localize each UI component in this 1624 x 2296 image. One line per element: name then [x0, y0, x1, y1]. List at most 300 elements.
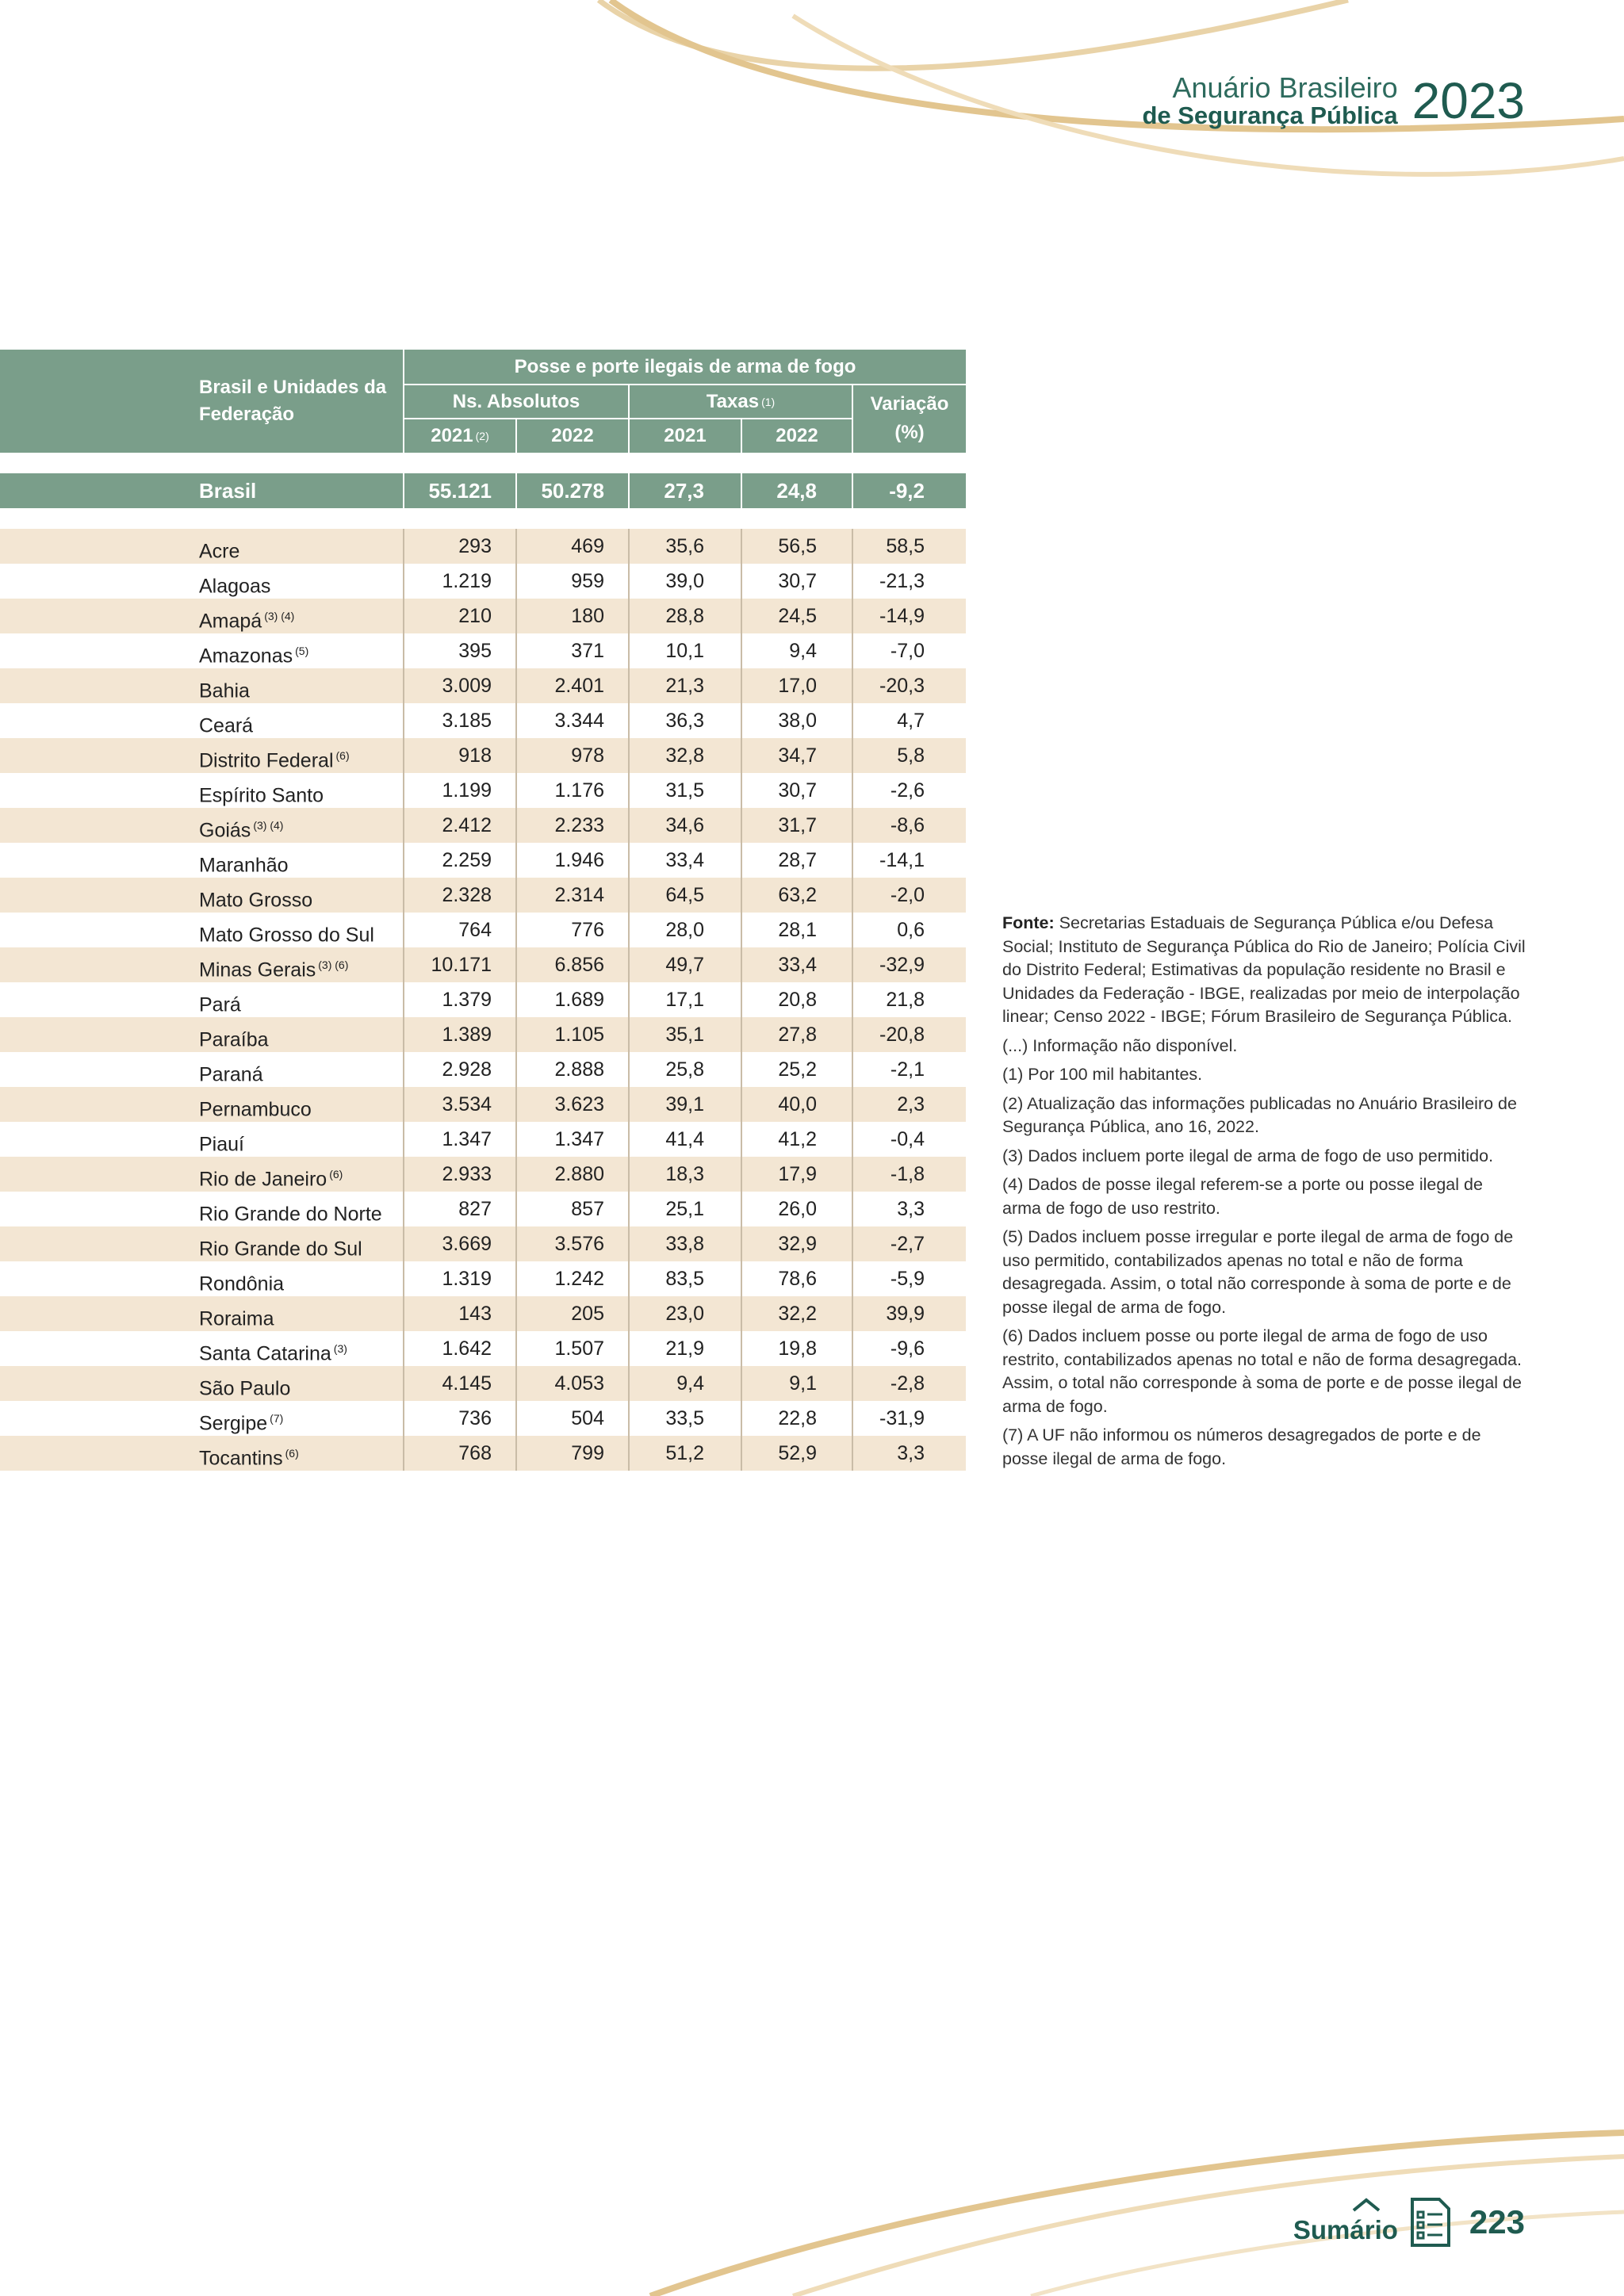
- header-taxas-sup: (1): [761, 395, 776, 408]
- column-divider: [852, 1331, 853, 1366]
- cell-tax-2022: 9,1: [789, 1372, 817, 1395]
- column-divider: [628, 1052, 630, 1087]
- column-divider: [741, 633, 742, 668]
- uf-name-text: Alagoas: [199, 575, 271, 598]
- cell-abs-2021: 1.347: [442, 1128, 492, 1150]
- cell-tax-2022: 31,7: [778, 814, 817, 836]
- cell-variacao: -2,6: [890, 779, 925, 802]
- cell-tax-2021: 33,5: [665, 1407, 704, 1429]
- table-row: [0, 668, 966, 703]
- column-divider: [852, 529, 853, 564]
- table-row: [0, 878, 966, 913]
- column-divider: [852, 633, 853, 668]
- brasil-variacao: -9,2: [889, 479, 925, 503]
- uf-name: [199, 1087, 314, 1122]
- document-list-icon[interactable]: [1409, 2196, 1452, 2248]
- uf-name: [199, 1366, 293, 1401]
- cell-tax-2022: 20,8: [778, 989, 817, 1011]
- column-divider: [628, 1017, 630, 1052]
- column-divider: [515, 1226, 517, 1261]
- cell-abs-2021: 395: [458, 640, 492, 662]
- header-abs-2021: [404, 419, 515, 453]
- cell-variacao: 0,6: [897, 919, 925, 941]
- brand-line-2: de Segurança Pública: [1142, 101, 1398, 129]
- cell-tax-2022: 30,7: [778, 779, 817, 802]
- uf-name: [199, 878, 315, 913]
- column-divider: [741, 913, 742, 947]
- column-divider: [852, 599, 853, 633]
- column-divider: [741, 1157, 742, 1192]
- uf-footnote-ref: (6): [285, 1447, 299, 1460]
- brand-text: [1142, 73, 1397, 128]
- source-note: [1002, 912, 1526, 1029]
- table-row-brasil: [0, 473, 966, 508]
- column-divider: [852, 913, 853, 947]
- column-divider: [852, 808, 853, 843]
- column-divider: [852, 1087, 853, 1122]
- cell-variacao: -14,9: [879, 605, 925, 627]
- cell-tax-2021: 41,4: [665, 1128, 704, 1150]
- cell-variacao: -31,9: [879, 1407, 925, 1429]
- cell-tax-2021: 49,7: [665, 954, 704, 976]
- cell-abs-2021: 10.171: [431, 954, 492, 976]
- cell-abs-2021: 4.145: [442, 1372, 492, 1395]
- column-divider: [403, 599, 404, 633]
- table-row: [0, 773, 966, 808]
- cell-abs-2022: 1.507: [554, 1337, 604, 1360]
- column-divider: [515, 1401, 517, 1436]
- source-label: Fonte:: [1002, 913, 1055, 932]
- column-divider: [515, 564, 517, 599]
- uf-name-text: Bahia: [199, 679, 250, 702]
- cell-abs-2021: 3.534: [442, 1093, 492, 1115]
- brasil-name: Brasil: [199, 479, 257, 503]
- cell-abs-2021: 1.389: [442, 1024, 492, 1046]
- cell-abs-2021: 736: [458, 1407, 492, 1429]
- column-divider: [628, 1366, 630, 1401]
- uf-name-text: Sergipe: [199, 1412, 268, 1435]
- cell-variacao: -2,8: [890, 1372, 925, 1395]
- column-divider: [852, 1366, 853, 1401]
- cell-abs-2022: 776: [571, 919, 604, 941]
- footnote-item: (...) Informação não disponível.: [1002, 1035, 1238, 1055]
- table-row: [0, 633, 966, 668]
- cell-tax-2021: 9,4: [676, 1372, 704, 1395]
- table-row: [0, 1122, 966, 1157]
- column-divider: [515, 878, 517, 913]
- column-divider: [515, 1017, 517, 1052]
- uf-footnote-ref: (6): [335, 749, 350, 762]
- cell-abs-2021: 768: [458, 1442, 492, 1464]
- table-row: [0, 1192, 966, 1226]
- table-row: [0, 738, 966, 773]
- column-divider: [403, 529, 404, 564]
- cell-abs-2021: 2.328: [442, 884, 492, 906]
- column-divider: [403, 1122, 404, 1157]
- uf-footnote-ref: (6): [329, 1168, 343, 1181]
- column-divider: [852, 843, 853, 878]
- cell-variacao: 3,3: [897, 1442, 925, 1464]
- column-divider: [852, 1192, 853, 1226]
- page-footer: [1293, 2196, 1525, 2248]
- cell-abs-2022: 959: [571, 570, 604, 592]
- cell-tax-2022: 63,2: [778, 884, 817, 906]
- uf-name: [199, 1331, 347, 1366]
- header-variacao: Variação (%): [870, 393, 949, 443]
- column-divider: [515, 773, 517, 808]
- column-divider: [741, 564, 742, 599]
- column-divider: [515, 982, 517, 1017]
- column-divider: [628, 773, 630, 808]
- uf-name: [199, 738, 350, 773]
- cell-abs-2022: 2.401: [554, 675, 604, 697]
- column-divider: [628, 599, 630, 633]
- cell-tax-2022: 22,8: [778, 1407, 817, 1429]
- uf-name: [199, 982, 243, 1017]
- column-divider: [515, 1192, 517, 1226]
- column-divider: [741, 738, 742, 773]
- column-divider: [403, 473, 404, 508]
- cell-abs-2021: 1.642: [442, 1337, 492, 1360]
- cell-tax-2021: 28,8: [665, 605, 704, 627]
- cell-abs-2021: 827: [458, 1198, 492, 1220]
- cell-tax-2022: 32,9: [778, 1233, 817, 1255]
- column-divider: [515, 738, 517, 773]
- column-divider: [515, 1331, 517, 1366]
- column-divider: [852, 947, 853, 982]
- cell-tax-2021: 83,5: [665, 1268, 704, 1290]
- uf-name: [199, 1017, 271, 1052]
- brasil-tax-2022: 24,8: [776, 479, 817, 503]
- table-row: [0, 529, 966, 564]
- cell-variacao: -2,1: [890, 1058, 925, 1081]
- column-divider: [628, 1226, 630, 1261]
- uf-name-text: Santa Catarina: [199, 1342, 331, 1365]
- cell-abs-2022: 504: [571, 1407, 604, 1429]
- cell-tax-2022: 9,4: [789, 640, 817, 662]
- column-divider: [515, 808, 517, 843]
- cell-variacao: -1,8: [890, 1163, 925, 1185]
- column-divider: [515, 1157, 517, 1192]
- column-divider: [741, 947, 742, 982]
- column-divider: [852, 738, 853, 773]
- column-divider: [515, 843, 517, 878]
- column-divider: [515, 1436, 517, 1471]
- cell-variacao: -2,7: [890, 1233, 925, 1255]
- column-divider: [403, 947, 404, 982]
- uf-name-text: São Paulo: [199, 1377, 291, 1400]
- uf-name: [199, 1192, 385, 1226]
- column-divider: [741, 1017, 742, 1052]
- column-divider: [403, 1226, 404, 1261]
- cell-abs-2022: 2.233: [554, 814, 604, 836]
- column-divider: [403, 1157, 404, 1192]
- cell-variacao: 39,9: [886, 1303, 925, 1325]
- column-divider: [852, 1436, 853, 1471]
- column-divider: [515, 633, 517, 668]
- column-divider: [741, 1296, 742, 1331]
- uf-name: [199, 1052, 266, 1087]
- cell-tax-2022: 41,2: [778, 1128, 817, 1150]
- uf-name-text: Ceará: [199, 714, 254, 737]
- column-divider: [403, 808, 404, 843]
- uf-name: [199, 1401, 283, 1436]
- cell-tax-2021: 64,5: [665, 884, 704, 906]
- cell-abs-2021: 764: [458, 919, 492, 941]
- header-divider: [403, 350, 404, 453]
- column-divider: [403, 773, 404, 808]
- uf-footnote-ref: (3) (4): [264, 610, 295, 622]
- table-row: [0, 599, 966, 633]
- uf-name: [199, 1261, 286, 1296]
- cell-abs-2022: 799: [571, 1442, 604, 1464]
- column-divider: [741, 878, 742, 913]
- uf-name: [199, 668, 252, 703]
- uf-name-text: Paraíba: [199, 1028, 269, 1051]
- table-row: [0, 703, 966, 738]
- cell-variacao: 3,3: [897, 1198, 925, 1220]
- table-row: [0, 1296, 966, 1331]
- cell-tax-2022: 17,0: [778, 675, 817, 697]
- cell-tax-2021: 18,3: [665, 1163, 704, 1185]
- header-region: Brasil e Unidades da Federação: [199, 377, 387, 425]
- column-divider: [741, 1087, 742, 1122]
- cell-tax-2021: 34,6: [665, 814, 704, 836]
- footnote-item: (6) Dados incluem posse ou porte ilegal de arma de fogo de uso restrito, contabilizados apenas no total e não de forma desagregada. Assim, o total não corresponde à soma de porte e de posse ilegal de arma de fogo.: [1002, 1326, 1522, 1416]
- cell-abs-2021: 3.009: [442, 675, 492, 697]
- cell-abs-2022: 469: [571, 535, 604, 557]
- column-divider: [741, 473, 742, 508]
- cell-tax-2021: 28,0: [665, 919, 704, 941]
- header-divider: [741, 419, 742, 453]
- header-abs-2022: 2022: [551, 424, 594, 446]
- brand-line-1: Anuário Brasileiro: [1172, 71, 1398, 104]
- uf-name: [199, 1122, 247, 1157]
- brand-year: 2023: [1411, 72, 1525, 129]
- column-divider: [852, 1226, 853, 1261]
- cell-abs-2022: 3.344: [554, 710, 604, 732]
- uf-name-text: Acre: [199, 540, 240, 563]
- cell-variacao: -9,6: [890, 1337, 925, 1360]
- column-divider: [403, 913, 404, 947]
- table-row: [0, 1052, 966, 1087]
- cell-abs-2022: 2.888: [554, 1058, 604, 1081]
- cell-tax-2022: 17,9: [778, 1163, 817, 1185]
- cell-tax-2022: 26,0: [778, 1198, 817, 1220]
- cell-tax-2022: 34,7: [778, 744, 817, 767]
- cell-tax-2022: 40,0: [778, 1093, 817, 1115]
- footnote-item: (1) Por 100 mil habitantes.: [1002, 1065, 1203, 1084]
- column-divider: [403, 843, 404, 878]
- column-divider: [852, 773, 853, 808]
- column-divider: [741, 1401, 742, 1436]
- column-divider: [741, 668, 742, 703]
- column-divider: [741, 982, 742, 1017]
- uf-name: [199, 529, 242, 564]
- column-divider: [741, 773, 742, 808]
- cell-abs-2021: 210: [458, 605, 492, 627]
- column-divider: [628, 1122, 630, 1157]
- column-divider: [852, 1157, 853, 1192]
- column-divider: [852, 1261, 853, 1296]
- cell-abs-2021: 3.185: [442, 710, 492, 732]
- table-row: [0, 808, 966, 843]
- column-divider: [852, 668, 853, 703]
- uf-name-text: Rio Grande do Norte: [199, 1203, 382, 1226]
- table-row: [0, 1401, 966, 1436]
- column-divider: [515, 1261, 517, 1296]
- cell-tax-2022: 28,7: [778, 849, 817, 871]
- header-divider: [852, 385, 853, 453]
- header-tax-2022: 2022: [776, 424, 818, 446]
- column-divider: [628, 1296, 630, 1331]
- column-divider: [628, 947, 630, 982]
- header-divider: [404, 384, 966, 385]
- table-row: [0, 1087, 966, 1122]
- table-notes: [1002, 912, 1526, 1476]
- column-divider: [403, 1192, 404, 1226]
- cell-abs-2022: 180: [571, 605, 604, 627]
- column-divider: [403, 703, 404, 738]
- uf-name-text: Roraima: [199, 1307, 274, 1330]
- page-number: 223: [1469, 2203, 1525, 2241]
- column-divider: [628, 878, 630, 913]
- cell-abs-2021: 2.933: [442, 1163, 492, 1185]
- column-divider: [628, 1087, 630, 1122]
- uf-name: [199, 1436, 299, 1471]
- column-divider: [741, 1366, 742, 1401]
- footnote-item: (4) Dados de posse ilegal referem-se a porte ou posse ilegal de arma de fogo de uso restrito.: [1002, 1175, 1483, 1218]
- cell-variacao: -7,0: [890, 640, 925, 662]
- column-divider: [852, 564, 853, 599]
- header-absolutos: Ns. Absolutos: [452, 390, 580, 412]
- table-row: [0, 564, 966, 599]
- uf-name-text: Amapá: [199, 610, 262, 633]
- column-divider: [628, 1331, 630, 1366]
- column-divider: [852, 1052, 853, 1087]
- uf-name-text: Espírito Santo: [199, 784, 324, 807]
- table-row: [0, 843, 966, 878]
- column-divider: [852, 982, 853, 1017]
- column-divider: [741, 529, 742, 564]
- cell-tax-2021: 51,2: [665, 1442, 704, 1464]
- cell-tax-2022: 24,5: [778, 605, 817, 627]
- cell-tax-2022: 19,8: [778, 1337, 817, 1360]
- column-divider: [741, 1122, 742, 1157]
- uf-name-text: Tocantins: [199, 1447, 283, 1470]
- publication-brand: [1142, 73, 1525, 128]
- column-divider: [403, 1052, 404, 1087]
- cell-abs-2022: 4.053: [554, 1372, 604, 1395]
- uf-name: [199, 703, 255, 738]
- table-header: [0, 350, 966, 453]
- footnote-item: (7) A UF não informou os números desagregados de porte e de posse ilegal de arma de fogo.: [1002, 1425, 1481, 1468]
- cell-tax-2021: 21,3: [665, 675, 704, 697]
- cell-abs-2022: 978: [571, 744, 604, 767]
- cell-abs-2022: 2.314: [554, 884, 604, 906]
- column-divider: [852, 1401, 853, 1436]
- brasil-abs-2022: 50.278: [541, 479, 604, 503]
- column-divider: [628, 1401, 630, 1436]
- cell-abs-2021: 2.928: [442, 1058, 492, 1081]
- column-divider: [741, 1331, 742, 1366]
- column-divider: [628, 1261, 630, 1296]
- cell-abs-2021: 1.219: [442, 570, 492, 592]
- cell-variacao: 58,5: [886, 535, 925, 557]
- brasil-abs-2021: 55.121: [428, 479, 492, 503]
- uf-name: [199, 1157, 343, 1192]
- uf-footnote-ref: (3) (6): [318, 959, 349, 971]
- cell-tax-2021: 35,1: [665, 1024, 704, 1046]
- cell-abs-2022: 3.623: [554, 1093, 604, 1115]
- cell-abs-2022: 2.880: [554, 1163, 604, 1185]
- column-divider: [403, 982, 404, 1017]
- column-divider: [628, 843, 630, 878]
- cell-abs-2022: 6.856: [554, 954, 604, 976]
- cell-tax-2021: 25,8: [665, 1058, 704, 1081]
- sumario-link[interactable]: [1293, 2215, 1398, 2245]
- table-row: [0, 982, 966, 1017]
- column-divider: [515, 1052, 517, 1087]
- column-divider: [403, 878, 404, 913]
- column-divider: [628, 529, 630, 564]
- cell-variacao: -21,3: [879, 570, 925, 592]
- table-row: [0, 1017, 966, 1052]
- cell-abs-2022: 1.946: [554, 849, 604, 871]
- table-row: [0, 1261, 966, 1296]
- column-divider: [852, 473, 853, 508]
- column-divider: [403, 1296, 404, 1331]
- cell-abs-2022: 857: [571, 1198, 604, 1220]
- column-divider: [403, 668, 404, 703]
- column-divider: [628, 738, 630, 773]
- column-divider: [515, 703, 517, 738]
- footnote-item: (2) Atualização das informações publicadas no Anuário Brasileiro de Segurança Pública, ano 16, 2022.: [1002, 1093, 1517, 1136]
- cell-tax-2021: 31,5: [665, 779, 704, 802]
- source-text: Secretarias Estaduais de Segurança Pública e/ou Defesa Social; Instituto de Segurança Pública do Rio de Janeiro; Polícia Civil do Distrito Federal; Estimativas da população residente no Brasil e Unidades da Federação - IBGE, realizadas por meio de interpolação linear; Censo 2022 - IBGE; Fórum Brasileiro de Segurança Pública.: [1002, 913, 1526, 1026]
- uf-name-text: Pernambuco: [199, 1098, 312, 1121]
- column-divider: [628, 982, 630, 1017]
- column-divider: [403, 1436, 404, 1471]
- column-divider: [403, 1087, 404, 1122]
- cell-abs-2022: 1.176: [554, 779, 604, 802]
- cell-variacao: -2,0: [890, 884, 925, 906]
- cell-variacao: 5,8: [897, 744, 925, 767]
- table-row: [0, 1331, 966, 1366]
- cell-abs-2022: 1.689: [554, 989, 604, 1011]
- table-row: [0, 947, 966, 982]
- header-tax-2021: 2021: [664, 424, 707, 446]
- uf-footnote-ref: (7): [270, 1412, 284, 1425]
- brasil-tax-2021: 27,3: [664, 479, 704, 503]
- cell-variacao: 2,3: [897, 1093, 925, 1115]
- column-divider: [515, 473, 517, 508]
- uf-footnote-ref: (5): [295, 645, 309, 657]
- uf-name: [199, 913, 377, 947]
- column-divider: [741, 1052, 742, 1087]
- uf-name: [199, 773, 326, 808]
- uf-name-text: Mato Grosso do Sul: [199, 924, 374, 947]
- uf-name-text: Rio Grande do Sul: [199, 1238, 362, 1261]
- uf-name-text: Rondônia: [199, 1272, 285, 1295]
- uf-name: [199, 1296, 276, 1331]
- column-divider: [741, 1436, 742, 1471]
- cell-variacao: -20,3: [879, 675, 925, 697]
- cell-tax-2022: 27,8: [778, 1024, 817, 1046]
- footnote-item: (5) Dados incluem posse irregular e porte ilegal de arma de fogo de uso permitido, contabilizados apenas no total e não de forma desagregada. Assim, o total não corresponde à soma de porte e de posse ilegal de arma de fogo.: [1002, 1227, 1514, 1317]
- cell-tax-2021: 33,4: [665, 849, 704, 871]
- column-divider: [403, 1366, 404, 1401]
